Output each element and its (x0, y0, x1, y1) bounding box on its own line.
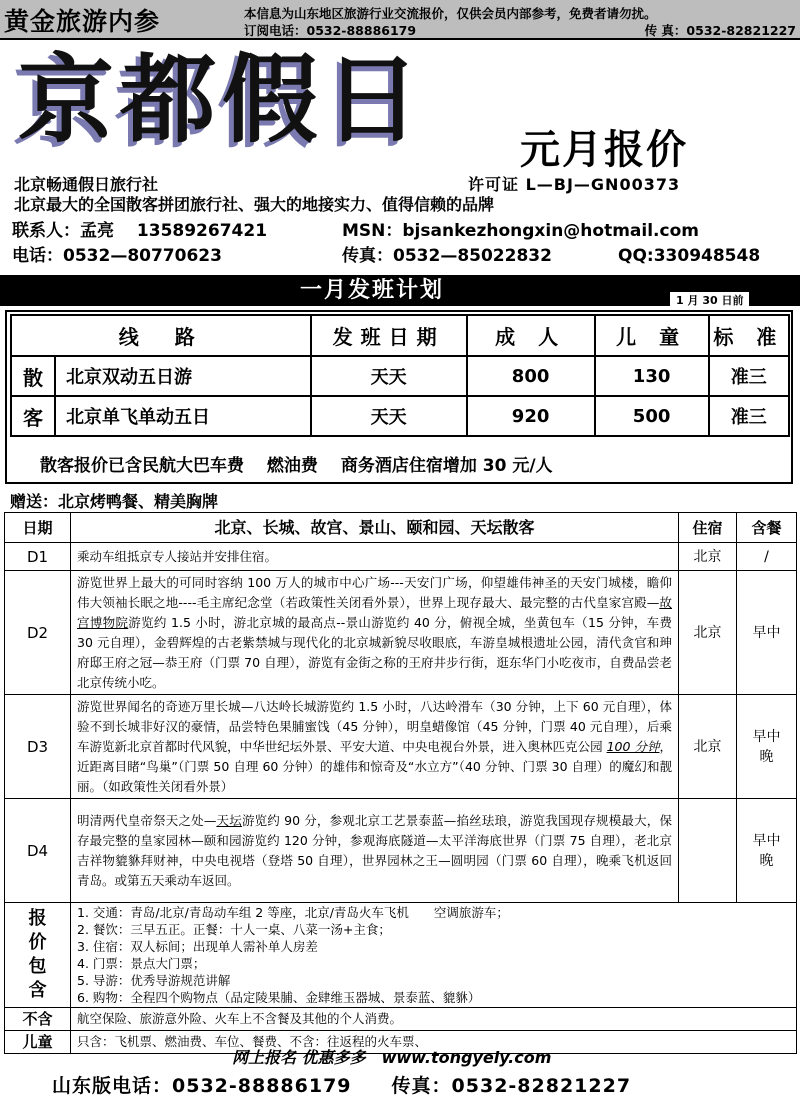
gift-line: 赠送：北京烤鸭餐、精美胸牌 (10, 492, 219, 511)
day-meal: 早中 晚 (737, 695, 797, 799)
col-day: 日期 (5, 513, 71, 543)
desc-highlight: 故宫博物院 (77, 594, 672, 630)
page-subtitle: 元月报价 (520, 127, 688, 173)
contact-person: 联系人：孟亮 13589267421 (12, 221, 268, 241)
day-description (71, 571, 679, 695)
schedule-note: 散客报价已含民航大巴车费 燃油费 商务酒店住宿增加 30 元/人 (40, 456, 553, 476)
table-row (11, 396, 789, 436)
col-route: 线 路 (11, 315, 311, 356)
col-stay: 住宿 (679, 513, 737, 543)
excludes-label: 不含 (5, 1008, 71, 1031)
side-label: 散 (11, 356, 55, 396)
schedule-header-row (11, 315, 789, 356)
col-child: 儿 童 (595, 315, 709, 356)
day-stay: 北京 (679, 571, 737, 695)
desc-part: 游览世界上最大的可同时容纳 100 万人的城市中心广场---天安门广场，仰望雄伟神圣的天安门城楼，瞻仰伟大领袖长眠之地----毛主席纪念堂（若政策性关闭看外景），世界上现存最大、最完整的古代皇家宫殿— (77, 574, 672, 610)
route-name: 北京单飞单动五日 (55, 396, 311, 436)
itinerary-header-row (5, 513, 797, 543)
day-stay (679, 799, 737, 903)
price-includes-label-text: 报价包含 (28, 908, 47, 1001)
day-label: D2 (5, 571, 71, 695)
msn-contact: MSN：bjsankezhongxin@hotmail.com (342, 221, 699, 241)
departure-days: 天天 (311, 396, 467, 436)
footer-phones: 山东版电话：0532-88886179 传真：0532-82821227 (52, 1075, 632, 1097)
day-description (71, 799, 679, 903)
subscribe-phone: 订阅电话：0532-88886179 (244, 23, 417, 38)
child-label: 儿童 (5, 1031, 71, 1054)
departure-days: 天天 (311, 356, 467, 396)
top-banner (0, 0, 800, 40)
fax-contact: 传真：0532—85022832 (342, 246, 552, 266)
list-item: 6. 购物：全程四个购物点（品定陵果脯、金肆维玉器城、景泰蓝、貔貅） (77, 990, 481, 1005)
phone-contact: 电话：0532—80770623 (12, 246, 222, 266)
price-includes-label (5, 903, 71, 1008)
price-includes-list (71, 903, 797, 1008)
subscribe-line (244, 21, 796, 39)
day-label: D3 (5, 695, 71, 799)
day-stay: 北京 (679, 543, 737, 571)
schedule-title: 一月发班计划 (0, 275, 800, 306)
itinerary-title: 北京、长城、故宫、景山、颐和园、天坛散客 (71, 513, 679, 543)
standard: 准三 (709, 356, 789, 396)
schedule-table (10, 314, 790, 437)
license-number: 许可证 L—BJ—GN00373 (468, 175, 681, 194)
list-item: 4. 门票：景点大门票； (77, 956, 206, 971)
publication-name: 黄金旅游内参 (4, 7, 161, 36)
qq-contact: QQ:330948548 (618, 246, 761, 266)
child-price: 500 (595, 396, 709, 436)
col-days: 发班日期 (311, 315, 467, 356)
day-description (71, 695, 679, 799)
desc-part: ，近距离目睹“鸟巢”（门票 50 自理 60 分钟）的雄伟和惊奇及“水立方”（40 分钟、门票 30 自理）的魔幻和靓丽。（如政策性关闭看外景） (77, 738, 672, 794)
route-name: 北京双动五日游 (55, 356, 311, 396)
page-title: 京都假日 (18, 43, 426, 156)
schedule-date-note: 1 月 30 日前 (670, 292, 749, 308)
table-row (5, 799, 797, 903)
col-meal: 含餐 (737, 513, 797, 543)
list-item: 1. 交通：青岛/北京/青岛动车组 2 等座，北京/青岛火车飞机 空调旅游车； (77, 905, 509, 920)
contact-line-2 (12, 241, 760, 266)
day-meal: 早中 晚 (737, 799, 797, 903)
list-item: 5. 导游：优秀导游规范讲解 (77, 973, 231, 988)
desc-part: 明清两代皇帝祭天之处— (77, 812, 217, 828)
desc-part: 游览世界闻名的奇迹万里长城—八达岭长城游览约 1.5 小时，八达岭滑车（30 分钟，上下 60 元自理），体验不到长城非好汉的豪情，品尝特色果脯蜜饯（45 分钟），明皇蜡像馆（45 分钟，门票 40 元自理），后乘车游览新北京首都时代风貌，中华世纪坛外景、平安大道、中央电视台外景，进入奥林匹克公园 (77, 698, 672, 754)
banner-fax: 传 真：0532-82821227 (644, 23, 796, 38)
day-meal: 早中 (737, 571, 797, 695)
price-includes-row (5, 903, 797, 1008)
company-name: 北京畅通假日旅行社 (14, 175, 159, 194)
table-row (11, 356, 789, 396)
desc-part: 游览约 90 分，参观北京工艺景泰蓝—掐丝珐琅，游览我国现存规模最大，保存最完整的皇家园林—颐和园游览约 120 分钟，参观海底隧道—太平洋海底世界（门票 75 自理），老北京吉祥物貔貅拜财神，中央电视塔（登塔 50 自理），世界园林之王—圆明园（门票 60 自理），晚乘飞机返回青岛。或第五天乘动车返回。 (77, 812, 672, 888)
online-signup: 网上报名 优惠多多 www.tongyely.com (232, 1048, 552, 1067)
desc-part: 游览约 1.5 小时，游北京城的最高点--景山游览约 40 分，俯视全城，坐黄包车（15 分钟，车费 30 元自理），金碧辉煌的古老紫禁城与现代化的北京城新貌尽收眼底，车游皇城根遗址公园，清代贪官和珅府邸王府之冠—恭王府（门票 70 自理），游览有金街之称的王府井步行街，逛东华门小吃夜市，自费品尝老北京传统小吃。 (77, 614, 672, 690)
list-item: 2. 餐饮：三早五正。正餐：十人一桌、八菜一汤+主食； (77, 922, 391, 937)
excludes-text: 航空保险、旅游意外险、火车上不含餐及其他的个人消费。 (71, 1008, 797, 1031)
day-description: 乘动车组抵京专人接站并安排住宿。 (71, 543, 679, 571)
col-standard: 标 准 (709, 315, 789, 356)
company-tagline: 北京最大的全国散客拼团旅行社、强大的地接实力、值得信赖的品牌 (14, 195, 495, 214)
table-row (5, 571, 797, 695)
standard: 准三 (709, 396, 789, 436)
desc-highlight: 天坛 (216, 812, 242, 828)
day-label: D1 (5, 543, 71, 571)
day-meal: / (737, 543, 797, 571)
day-stay: 北京 (679, 695, 737, 799)
child-text: 只含：飞机票、燃油费、车位、餐费、不含：往返程的火车票、 (71, 1031, 797, 1054)
list-item: 3. 住宿：双人标间；出现单人需补单人房差 (77, 939, 318, 954)
day-label: D4 (5, 799, 71, 903)
child-price: 130 (595, 356, 709, 396)
excludes-row (5, 1008, 797, 1031)
col-adult: 成 人 (467, 315, 595, 356)
table-row (5, 695, 797, 799)
itinerary-table (4, 512, 797, 1054)
desc-highlight: 100 分钟 (606, 738, 660, 754)
disclaimer-text: 本信息为山东地区旅游行业交流报价，仅供会员内部参考，免费者请勿扰。 (244, 6, 657, 21)
side-label: 客 (11, 396, 55, 436)
adult-price: 800 (467, 356, 595, 396)
adult-price: 920 (467, 396, 595, 436)
table-row (5, 543, 797, 571)
contact-line-1 (12, 216, 699, 241)
